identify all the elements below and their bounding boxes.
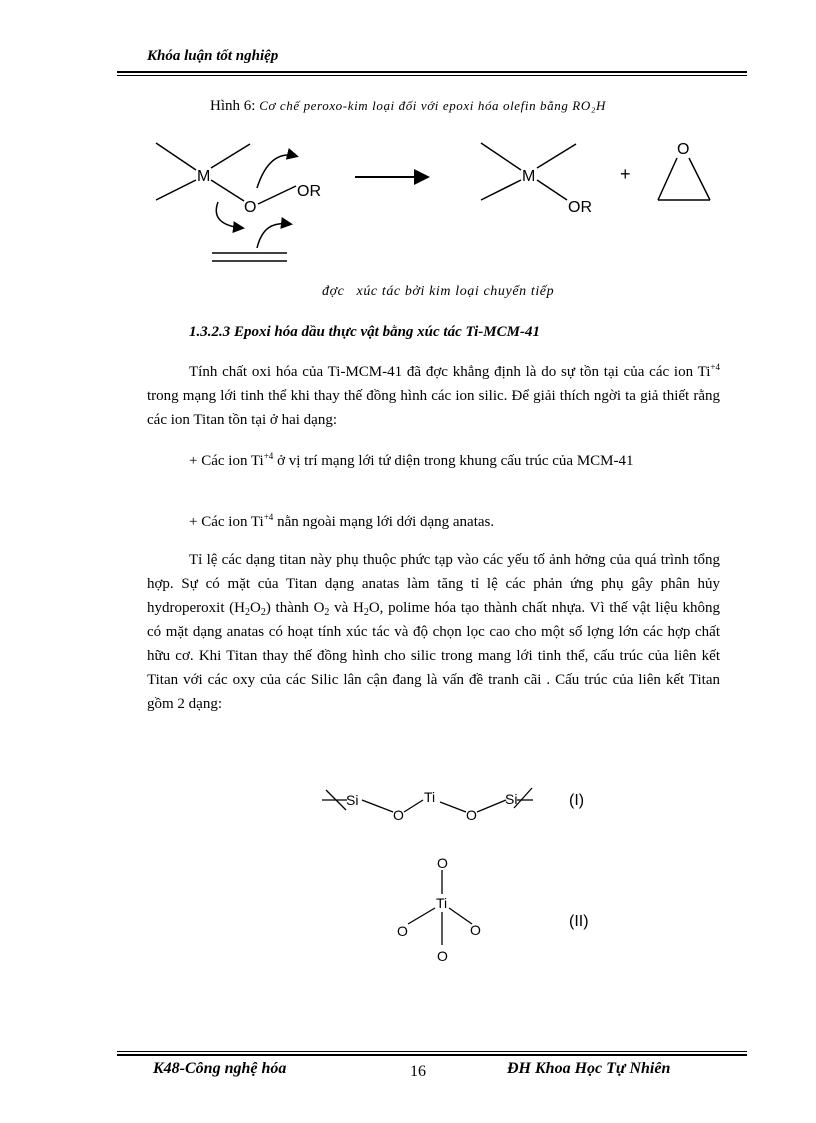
figure-label-sep: : [251, 98, 260, 114]
curved-arrow [216, 202, 242, 228]
metal-atom: M [197, 168, 211, 185]
subcaption-part-a: đợc [322, 284, 345, 299]
paragraph-text: + Các ion Ti [189, 514, 264, 530]
bond-line [537, 180, 567, 200]
si-atom: Si [346, 792, 359, 808]
subscript: 2 [363, 607, 369, 618]
bond-line [156, 180, 196, 200]
metal-atom: M [522, 168, 536, 185]
o-atom: O [437, 855, 448, 871]
header-rule-thin [117, 75, 747, 76]
footer-rule-thick [117, 1054, 747, 1056]
structure-label-2: (II) [569, 913, 589, 930]
footer-left: K48-Công nghệ hóa [153, 1060, 287, 1077]
paragraph-text: nằn ngoài mạng lới dới dạng anatas. [273, 514, 495, 530]
paragraph-text: ) thành O [265, 600, 325, 616]
bond-line [449, 908, 472, 924]
figure-subcaption [322, 284, 554, 300]
paragraph-4 [147, 548, 720, 716]
bond-line [537, 144, 576, 168]
subcaption-part-b: xúc tác bởi kim loại chuyển tiếp [356, 284, 555, 299]
paragraph-text: Tính chất oxi hóa của Ti-MCM-41 đã đợc khẳng định là do sự tồn tại của các ion Ti [189, 364, 711, 380]
bond-line [481, 143, 521, 170]
bond-line [362, 800, 393, 812]
bond-line [440, 802, 466, 812]
figure-label: Hình 6 [210, 98, 252, 114]
epoxide-bond [689, 158, 710, 200]
paragraph-text: + Các ion Ti [189, 453, 264, 469]
ti-atom: Ti [424, 789, 436, 805]
subscript: 2 [324, 607, 330, 618]
figure-caption-text: Cơ chế peroxo-kim loại đối với epoxi hóa olefin bằng [259, 98, 573, 113]
structure-1-diagram [0, 770, 816, 830]
superscript: +4 [710, 362, 720, 372]
or-group: OR [297, 183, 321, 200]
curved-arrow [257, 224, 290, 248]
superscript: +4 [263, 451, 274, 461]
paragraph-text: trong mạng lới tinh thể khi thay thế đồng hình các ion silic. Để giải thích ngời ta giả thiết rằng các ion Titan tồn tại ở hai dạng: [147, 388, 720, 428]
page-number: 16 [410, 1063, 426, 1080]
o-atom: O [470, 922, 481, 938]
bond-line [408, 908, 435, 924]
structure-2-diagram [0, 850, 816, 970]
ti-atom: Ti [436, 895, 448, 911]
o-atom: O [466, 807, 477, 823]
subscript: 2 [260, 607, 266, 618]
si-atom: Si [505, 791, 518, 807]
bond-line [211, 180, 244, 201]
epoxide-oxygen: O [677, 141, 690, 158]
oxygen-atom: O [244, 199, 257, 216]
bond-line [156, 143, 196, 170]
footer-rule-thin [117, 1051, 747, 1052]
figure-caption [0, 98, 816, 115]
footer-right: ĐH Khoa Học Tự Nhiên [507, 1060, 671, 1077]
paragraph-3 [147, 510, 720, 534]
o-atom: O [397, 923, 408, 939]
o-atom: O [393, 807, 404, 823]
paragraph-1 [147, 360, 720, 432]
bond-line [477, 800, 506, 812]
epoxide-bond [658, 158, 677, 200]
paragraph-text: O [250, 600, 261, 616]
structure-label-1: (I) [569, 792, 585, 809]
paragraph-text: ở vị trí mạng lới tứ diện trong khung cấu trúc của MCM-41 [273, 453, 634, 469]
plus-sign: + [620, 164, 631, 184]
or-group: OR [568, 199, 592, 216]
section-heading: 1.3.2.3 Epoxi hóa dầu thực vật bằng xúc tác Ti-MCM-41 [189, 324, 540, 340]
paragraph-text: Tỉ lệ các dạng titan này phụ thuộc phức tạp vào các yếu tố ảnh hởng của quá trình tổng hợp. Sự có mặt của Titan dạng anatas làm tăng tỉ lệ các phản ứng phụ gây phân hủy hydroperoxit (H [147, 552, 720, 616]
header-rule-thick [117, 71, 747, 73]
bond-line [404, 800, 423, 812]
subscript: 2 [245, 607, 251, 618]
superscript: +4 [263, 512, 274, 522]
figure-caption-formula: RO₂H [572, 98, 606, 113]
bond-line [211, 144, 250, 168]
o-atom: O [437, 948, 448, 964]
paragraph-text: O, polime hóa tạo thành chất nhựa. Vì thế vật liệu không có mặt dạng anatas có hoạt tính xúc tác và độ chọn lọc cao cho một số lợng lớn các hợp chất hữu cơ. Khi Titan thay thế đồng hình cho silic trong mang lới tinh thể, cấu trúc của liên kết Titan với các oxy của các Silic lân cận đang là vấn đề tranh cãi . Cấu trúc của liên kết Titan gồm 2 dạng: [147, 600, 720, 712]
paragraph-text: và H [329, 600, 364, 616]
reaction-mechanism-diagram [0, 130, 816, 280]
bond-line [258, 186, 296, 204]
curved-arrow [257, 155, 296, 188]
paragraph-2 [147, 449, 720, 473]
bond-line [481, 180, 521, 200]
header-title: Khóa luận tốt nghiệp [147, 48, 279, 64]
